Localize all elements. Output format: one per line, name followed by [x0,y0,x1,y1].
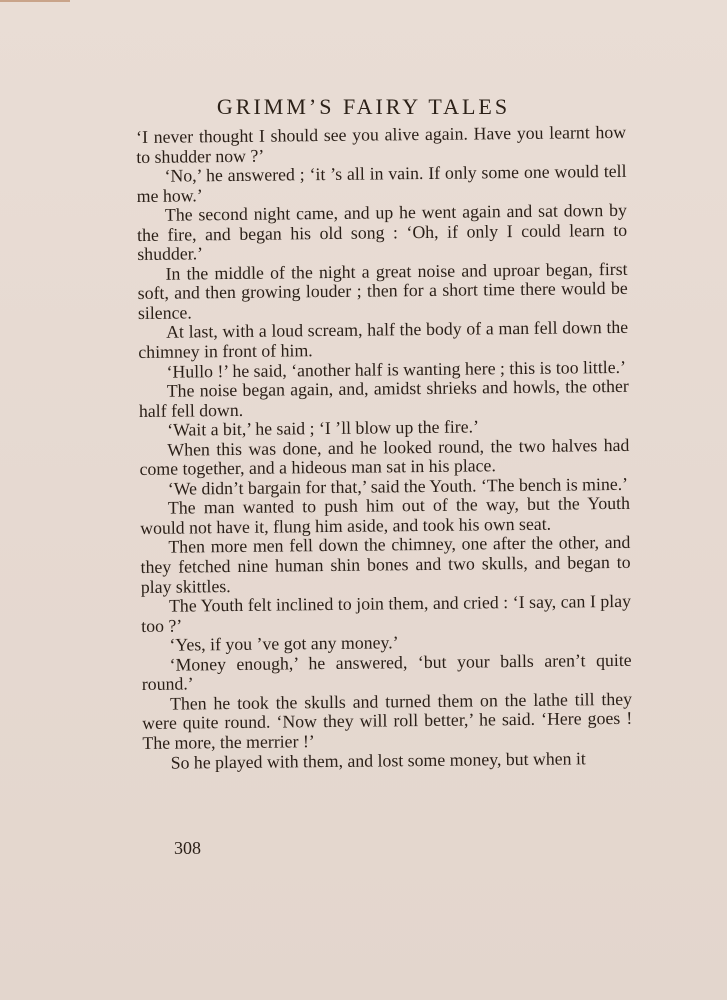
page-number: 308 [174,838,201,858]
paragraph: ‘We didn’t bargain for that,’ said the Youth. ‘The bench is mine.’ [167,473,629,499]
paragraph: ‘Money enough,’ he answered, ‘but your balls aren’t quite round.’ [141,649,632,695]
paragraph: So he played with them, and lost some money, but when it [170,747,586,773]
paragraph: ‘Yes, if you ’ve got any money.’ [169,632,399,655]
paragraph: The noise began again, and, amidst shrieks and howls, the other half fell down. [138,375,629,421]
page-edge-rule [0,0,70,2]
paragraph: When this was done, and he looked round, the two halves had come together, and a hideous man sat in his place. [139,434,630,480]
paragraph: Then he took the skulls and turned them on the lathe till they were quite round. ‘Now they will roll better,’ he said. ‘Here goes ! The more, the merrier !’ [142,688,633,753]
body-text [136,123,633,773]
paragraph: ‘I never thought I should see you alive again. Have you learnt how to shudder now ?’ [135,121,627,167]
paragraph: In the middle of the night a great noise and uproar began, first soft, and then growing louder ; then for a short time there would be silence. [137,258,628,323]
paragraph: At last, with a loud scream, half the body of a man fell down the chimney in front of him. [138,317,629,363]
paragraph: The second night came, and up he went again and sat down by the fire, and began his old song : ‘Oh, if only I could learn to shudder.’ [137,200,628,265]
paragraph: ‘Hullo !’ he said, ‘another half is wanting here ; this is too little.’ [166,356,627,382]
paragraph: ‘No,’ he answered ; ‘it ’s all in vain. If only some one would tell me how.’ [136,160,627,206]
running-head: GRIMM’S FAIRY TALES [216,94,511,119]
paragraph: ‘Wait a bit,’ he said ; ‘I ’ll blow up the fire.’ [167,416,480,440]
paragraph: The Youth felt inclined to join them, and cried : ‘I say, can I play too ?’ [141,590,632,636]
paragraph: Then more men fell down the chimney, one after the other, and they fetched nine human shin bones and two skulls, and began to play skittles. [140,532,631,597]
paragraph: The man wanted to push him out of the way, but the Youth would not have it, flung him aside, and took his own seat. [140,493,631,538]
